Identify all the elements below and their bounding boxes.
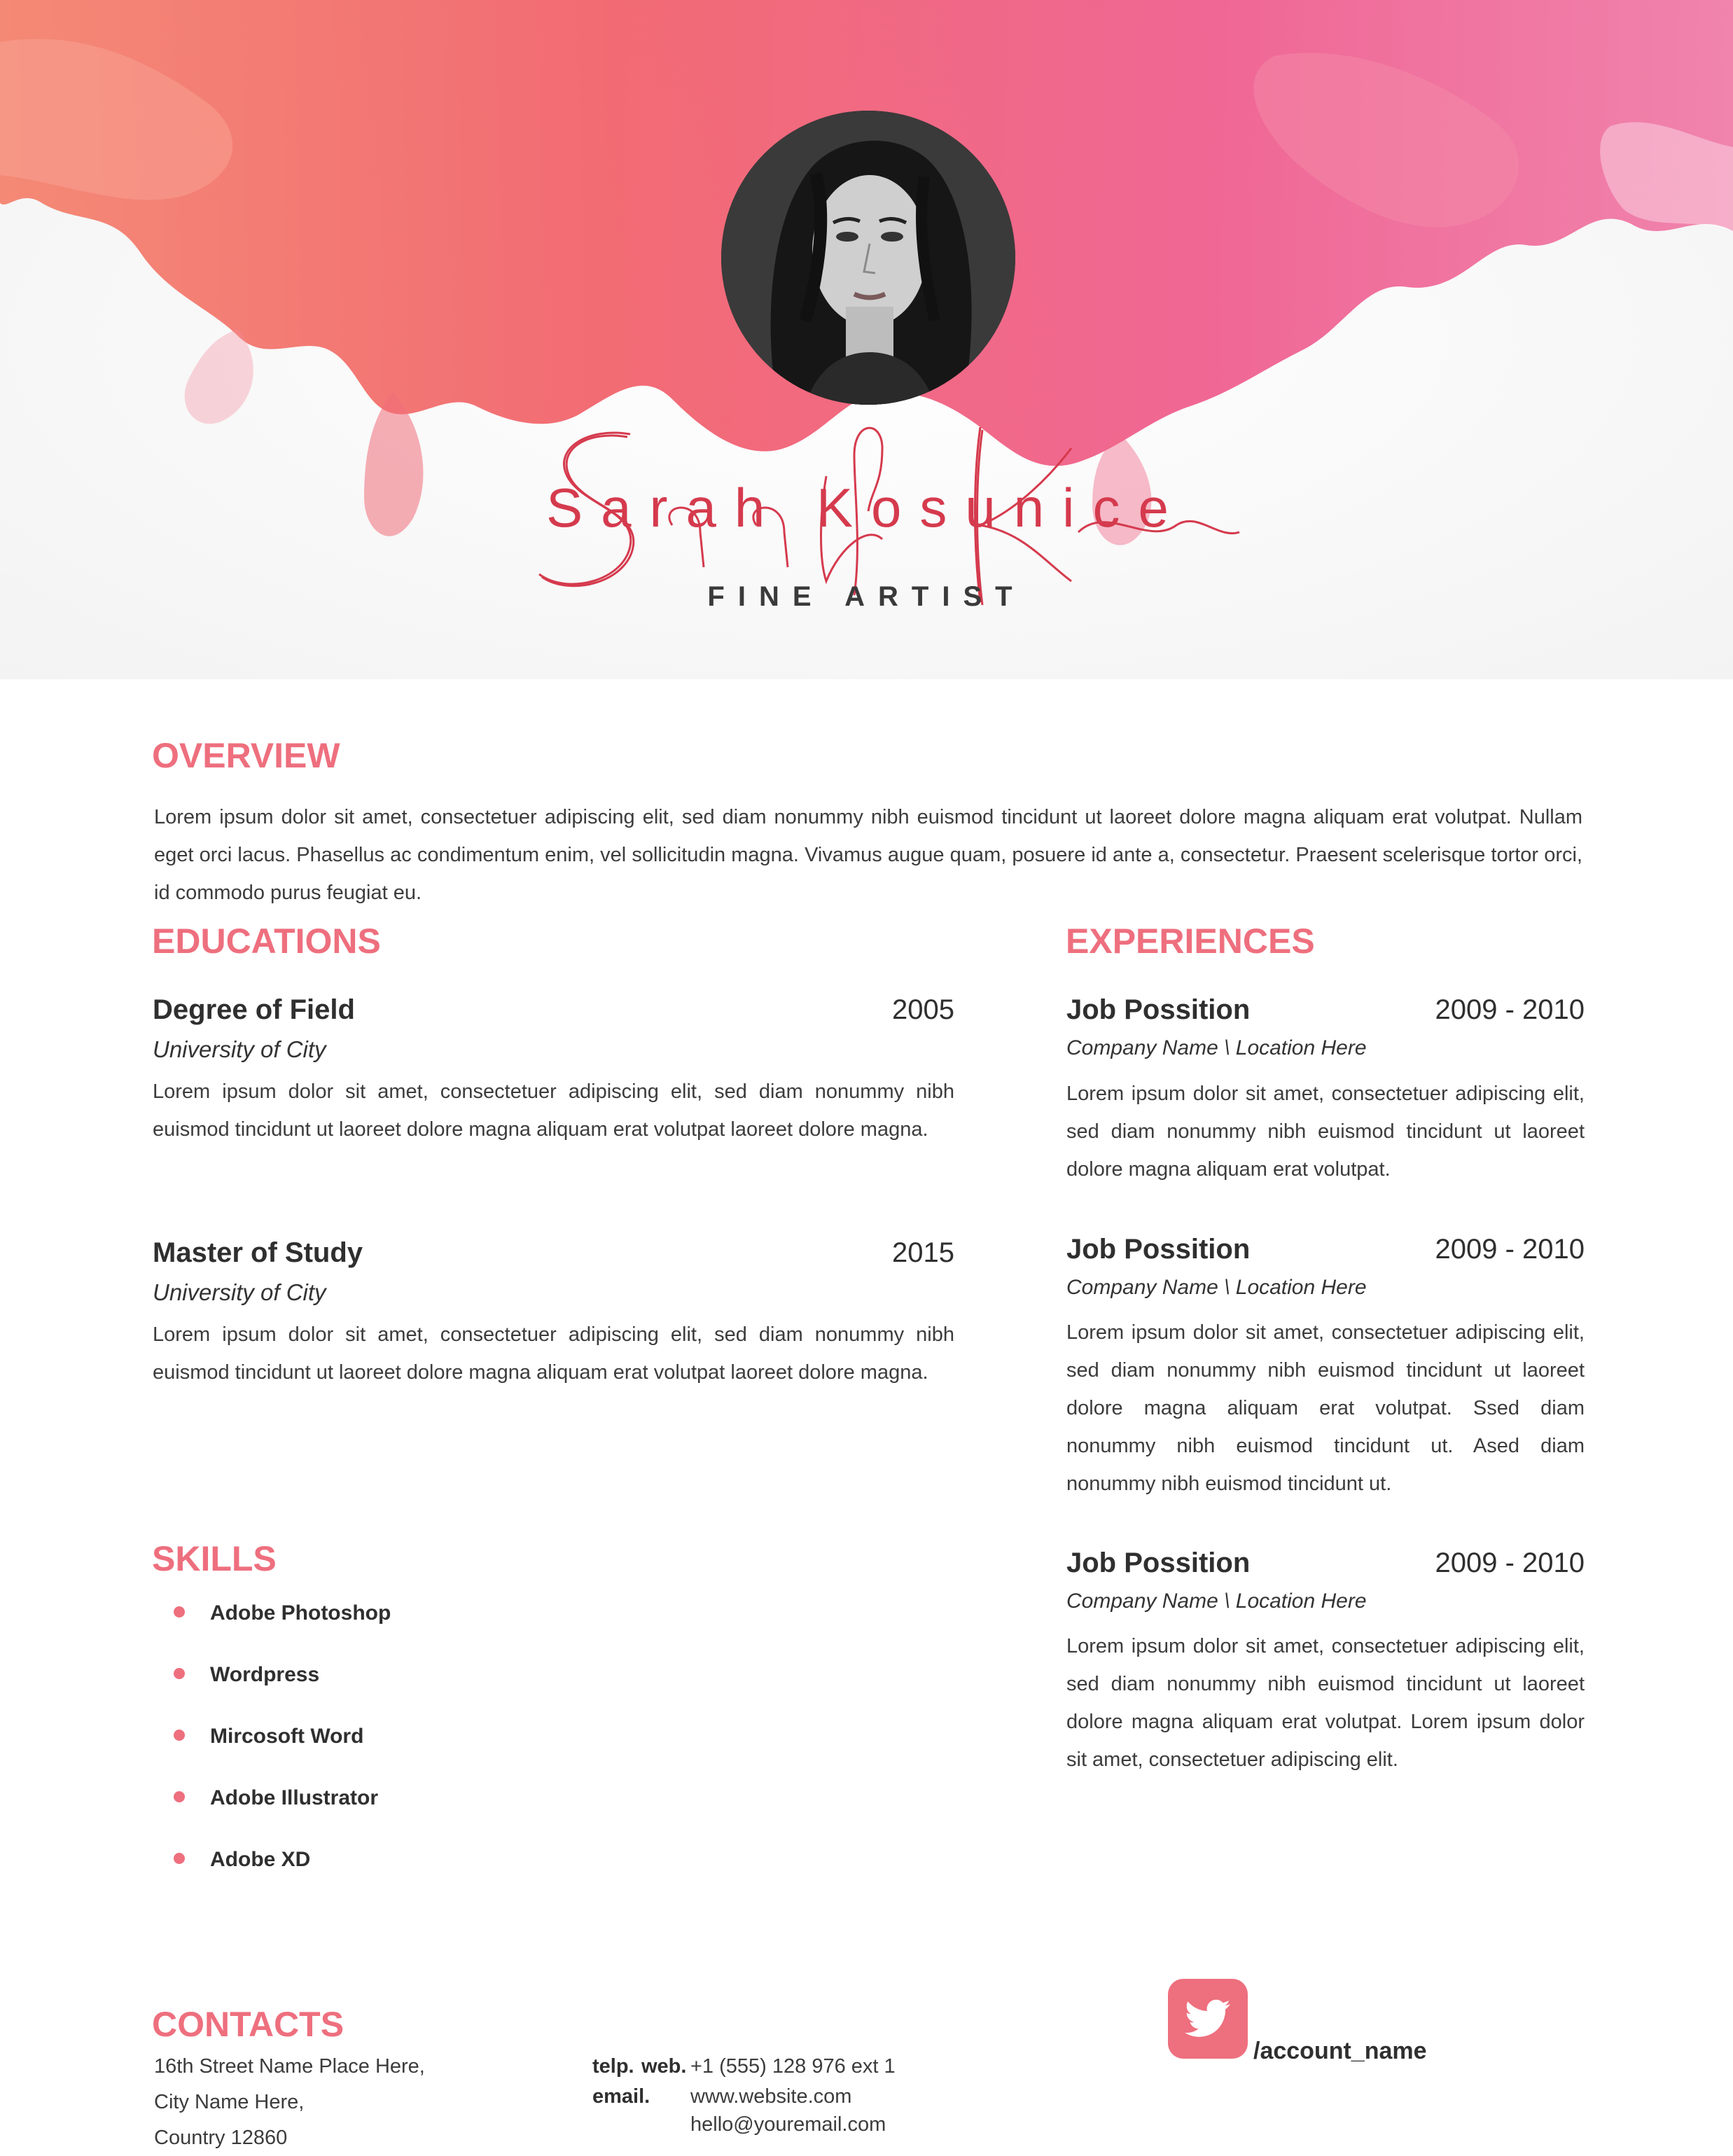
experience-description: Lorem ipsum dolor sit amet, consectetuer adipiscing elit, sed diam nonummy nibh euismod tincidunt ut laoreet dolore magna aliquam erat volutpat. Lorem ipsum dolor sit amet, consectetuer adipiscing elit. (1066, 1635, 1585, 1771)
bullet-dot-icon (174, 1668, 185, 1679)
skill-label: Adobe Illustrator (210, 1786, 379, 1809)
address-line: Country 12860 (154, 2127, 288, 2149)
skill-label: Mircosoft Word (210, 1725, 364, 1748)
email-label: email. (592, 2085, 650, 2108)
experience-entry (1066, 1548, 1585, 1772)
experience-years: 2009 - 2010 (1435, 994, 1585, 1025)
education-description: Lorem ipsum dolor sit amet, consectetuer adipiscing elit, sed diam nonummy nibh euismod tincidunt ut laoreet dolore magna aliquam erat volutpat laoreet dolore magna. (153, 1323, 954, 1384)
email-link[interactable]: hello@youremail.com (690, 2113, 886, 2136)
experience-entry (1066, 1234, 1585, 1514)
education-year: 2015 (892, 1237, 954, 1268)
education-school: University of City (153, 1279, 326, 1305)
experience-company: Company Name \ Location Here (1066, 1036, 1367, 1059)
phone-number[interactable]: +1 (555) 128 976 ext 1 (690, 2055, 896, 2078)
experience-description: Lorem ipsum dolor sit amet, consectetuer adipiscing elit, sed diam nonummy nibh euismod tincidunt ut laoreet dolore magna aliquam erat volutpat. (1066, 1083, 1585, 1181)
bullet-dot-icon (174, 1791, 185, 1802)
skill-item (167, 1781, 391, 1843)
bullet-dot-icon (174, 1853, 185, 1864)
experience-description: Lorem ipsum dolor sit amet, consectetuer adipiscing elit, sed diam nonummy nibh euismod tincidunt ut laoreet dolore magna aliquam erat volutpat. Ssed diam nonummy nibh euismod tincidunt ut. Ased diam nonummy nibh euismod tincidunt ut. (1066, 1321, 1585, 1495)
experience-position: Job Possition (1066, 994, 1251, 1025)
education-degree: Master of Study (153, 1237, 363, 1268)
experience-entry (1066, 994, 1585, 1204)
address-line: City Name Here, (154, 2091, 305, 2113)
educations-heading: EDUCATIONS (152, 921, 381, 961)
skill-label: Adobe Photoshop (210, 1601, 391, 1625)
experience-company: Company Name \ Location Here (1066, 1590, 1367, 1613)
experience-company: Company Name \ Location Here (1066, 1276, 1367, 1299)
candidate-name: Sarah Kosunice (546, 477, 1187, 538)
skill-item (167, 1597, 391, 1658)
experience-years: 2009 - 2010 (1435, 1548, 1585, 1578)
website-link[interactable]: www.website.com (690, 2085, 852, 2108)
experience-years: 2009 - 2010 (1435, 1234, 1585, 1265)
profile-photo (721, 111, 1015, 405)
job-title: FINE ARTIST (707, 581, 1026, 612)
education-description: Lorem ipsum dolor sit amet, consectetuer adipiscing elit, sed diam nonummy nibh euismod tincidunt ut laoreet dolore magna aliquam erat volutpat laoreet dolore magna. (153, 1080, 954, 1141)
skill-label: Adobe XD (210, 1848, 311, 1871)
bullet-dot-icon (174, 1730, 185, 1741)
education-school: University of City (153, 1036, 326, 1062)
education-entry (153, 994, 954, 1190)
skill-item (167, 1658, 391, 1720)
skills-list (167, 1597, 391, 1905)
skills-heading: SKILLS (152, 1539, 277, 1578)
overview-text: Lorem ipsum dolor sit amet, consectetuer adipiscing elit, sed diam nonummy nibh euismod tincidunt ut laoreet dolore magna aliquam erat volutpat. Nullam eget orci lacus. Phasellus ac condimentum enim, vel sollicitudin magna. Vivamus augue quam, posuere id ante a, consectetur. Praesent scelerisque tortor orci, id commodo purus feugiat eu. (154, 806, 1582, 904)
address-line: 16th Street Name Place Here, (154, 2055, 425, 2078)
education-year: 2005 (892, 994, 954, 1025)
experience-position: Job Possition (1066, 1548, 1251, 1578)
skill-item (167, 1720, 391, 1781)
twitter-icon[interactable] (1168, 1979, 1248, 2059)
experiences-heading: EXPERIENCES (1066, 921, 1315, 961)
telp-label: telp. (592, 2055, 634, 2078)
contacts-heading: CONTACTS (152, 2005, 344, 2044)
web-label: web. (641, 2055, 687, 2078)
social-account-name[interactable]: /account_name (1253, 2038, 1427, 2064)
experience-position: Job Possition (1066, 1234, 1251, 1265)
skill-label: Wordpress (210, 1663, 320, 1686)
header (0, 0, 1733, 679)
education-entry (153, 1237, 954, 1433)
skill-item (167, 1843, 391, 1905)
education-degree: Degree of Field (153, 994, 355, 1025)
bullet-dot-icon (174, 1606, 185, 1618)
overview-heading: OVERVIEW (152, 736, 340, 775)
